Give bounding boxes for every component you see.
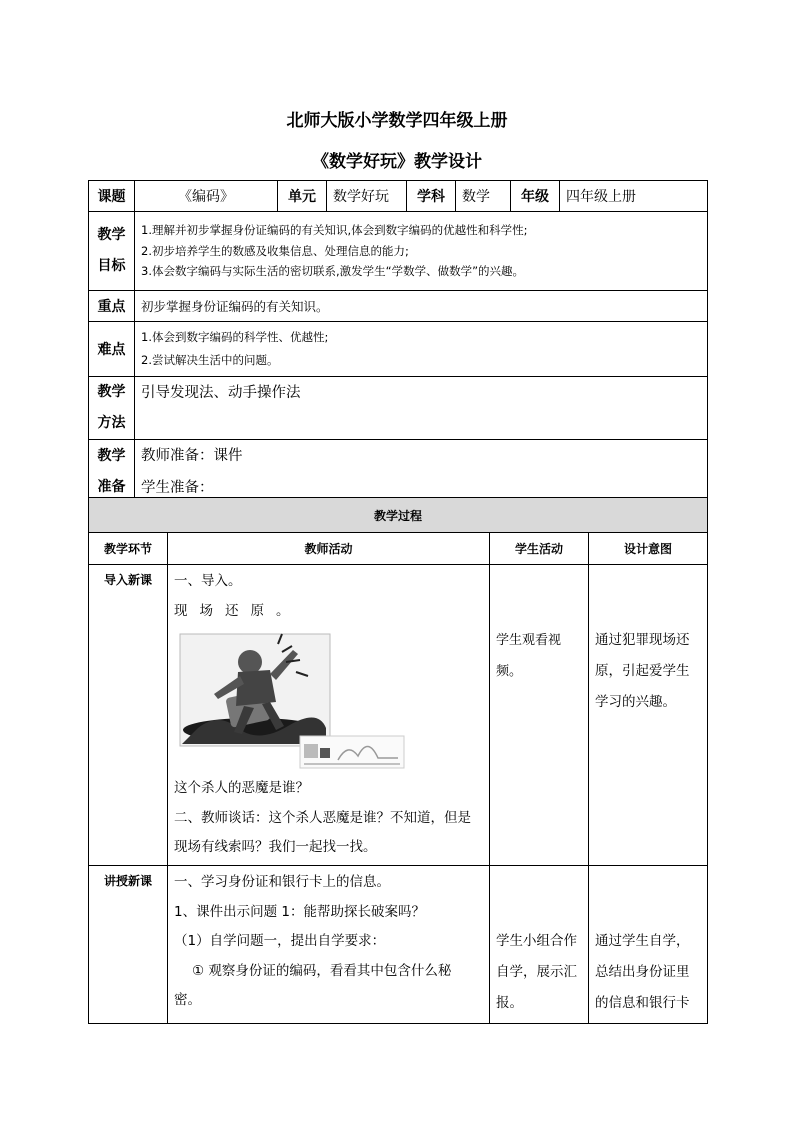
table-row bbox=[89, 866, 708, 1024]
teacher-line: 二、教师谈话：这个杀人恶魔是谁？不知道，但是 bbox=[174, 809, 471, 826]
design-intent-intro bbox=[589, 565, 708, 866]
header-teacher: 教师活动 bbox=[168, 533, 490, 565]
unit-label: 单元 bbox=[278, 181, 327, 212]
intent-line: 通过犯罪现场还 bbox=[595, 632, 690, 648]
table-row bbox=[89, 565, 708, 866]
key-point-value: 初步掌握身份证编码的有关知识。 bbox=[135, 291, 708, 322]
prep-content bbox=[135, 440, 708, 505]
student-line: 自学，展示汇 bbox=[496, 964, 577, 980]
process-band-title: 教学过程 bbox=[89, 498, 708, 533]
prep-label-line1: 教学 bbox=[97, 448, 126, 464]
design-intent-new bbox=[589, 866, 708, 1024]
goals-content bbox=[135, 212, 708, 291]
header-stage: 教学环节 bbox=[89, 533, 168, 565]
method-label-line2: 方法 bbox=[97, 415, 126, 431]
stage-new-lesson: 讲授新课 bbox=[89, 866, 168, 1024]
document-subtitle: 《数学好玩》教学设计 bbox=[312, 152, 482, 172]
grade-label: 年级 bbox=[511, 181, 560, 212]
student-line: 学生小组合作 bbox=[496, 933, 577, 949]
difficulty-content bbox=[135, 322, 708, 377]
goal-item: 3.体会数字编码与实际生活的密切联系,激发学生“学数学、做数学”的兴趣。 bbox=[141, 264, 525, 279]
teacher-line: 1、课件出示问题 1：能帮助探长破案吗？ bbox=[174, 903, 425, 920]
lesson-info-table bbox=[88, 180, 708, 505]
prep-label bbox=[89, 440, 135, 505]
stage-intro: 导入新课 bbox=[89, 565, 168, 866]
method-value: 引导发现法、动手操作法 bbox=[135, 377, 708, 440]
goal-item: 2.初步培养学生的数感及收集信息、处理信息的能力; bbox=[141, 243, 409, 258]
unit-value: 数学好玩 bbox=[327, 181, 407, 212]
teacher-line: （1）自学问题一，提出自学要求： bbox=[174, 933, 386, 949]
lesson-value: 《编码》 bbox=[135, 181, 278, 212]
difficulty-item: 2.尝试解决生活中的问题。 bbox=[141, 353, 279, 367]
intent-line: 原，引起爱学生 bbox=[595, 663, 690, 679]
header-intent: 设计意图 bbox=[589, 533, 708, 565]
teacher-line: 现场有线索吗？我们一起找一找。 bbox=[174, 839, 377, 855]
difficulty-item: 1.体会到数字编码的科学性、优越性; bbox=[141, 330, 329, 344]
goals-label bbox=[89, 212, 135, 291]
teacher-line: ① 观察身份证的编码，看看其中包含什么秘 bbox=[192, 962, 452, 979]
header-student: 学生活动 bbox=[490, 533, 589, 565]
prep-teacher: 教师准备：课件 bbox=[141, 448, 243, 464]
goals-label-line1: 教学 bbox=[97, 227, 126, 243]
lesson-label: 课题 bbox=[89, 181, 135, 212]
subject-label: 学科 bbox=[407, 181, 456, 212]
teacher-line: 这个杀人的恶魔是谁？ bbox=[174, 780, 309, 796]
intent-line: 学习的兴趣。 bbox=[595, 694, 676, 710]
intent-line: 的信息和银行卡 bbox=[595, 995, 690, 1011]
grade-value: 四年级上册 bbox=[560, 181, 708, 212]
teacher-line: 一、导入。 bbox=[174, 573, 242, 589]
prep-student: 学生准备： bbox=[141, 480, 214, 496]
teaching-process-table bbox=[88, 497, 708, 1024]
method-label-line1: 教学 bbox=[97, 384, 126, 400]
intent-line: 总结出身份证里 bbox=[595, 964, 690, 980]
teacher-activity-intro bbox=[168, 565, 490, 866]
goals-label-line2: 目标 bbox=[97, 258, 126, 274]
intent-line: 通过学生自学， bbox=[595, 933, 690, 949]
document-title: 北师大版小学数学四年级上册 bbox=[286, 111, 508, 131]
teacher-line: 密。 bbox=[174, 992, 201, 1008]
key-point-label: 重点 bbox=[89, 291, 135, 322]
teacher-line: 一、学习身份证和银行卡上的信息。 bbox=[174, 874, 390, 890]
student-activity-new bbox=[490, 866, 589, 1024]
student-line: 报。 bbox=[496, 995, 523, 1011]
prep-label-line2: 准备 bbox=[97, 479, 126, 495]
subject-value: 数学 bbox=[456, 181, 511, 212]
student-activity-intro: 学生观看视频。 bbox=[490, 565, 589, 866]
difficulty-label: 难点 bbox=[89, 322, 135, 377]
teacher-line: 现场还原。 bbox=[174, 602, 302, 619]
method-label bbox=[89, 377, 135, 440]
crime-scene-illustration bbox=[178, 632, 410, 772]
goal-item: 1.理解并初步掌握身份证编码的有关知识,体会到数字编码的优越性和科学性; bbox=[141, 223, 528, 238]
teacher-activity-new bbox=[168, 866, 490, 1024]
